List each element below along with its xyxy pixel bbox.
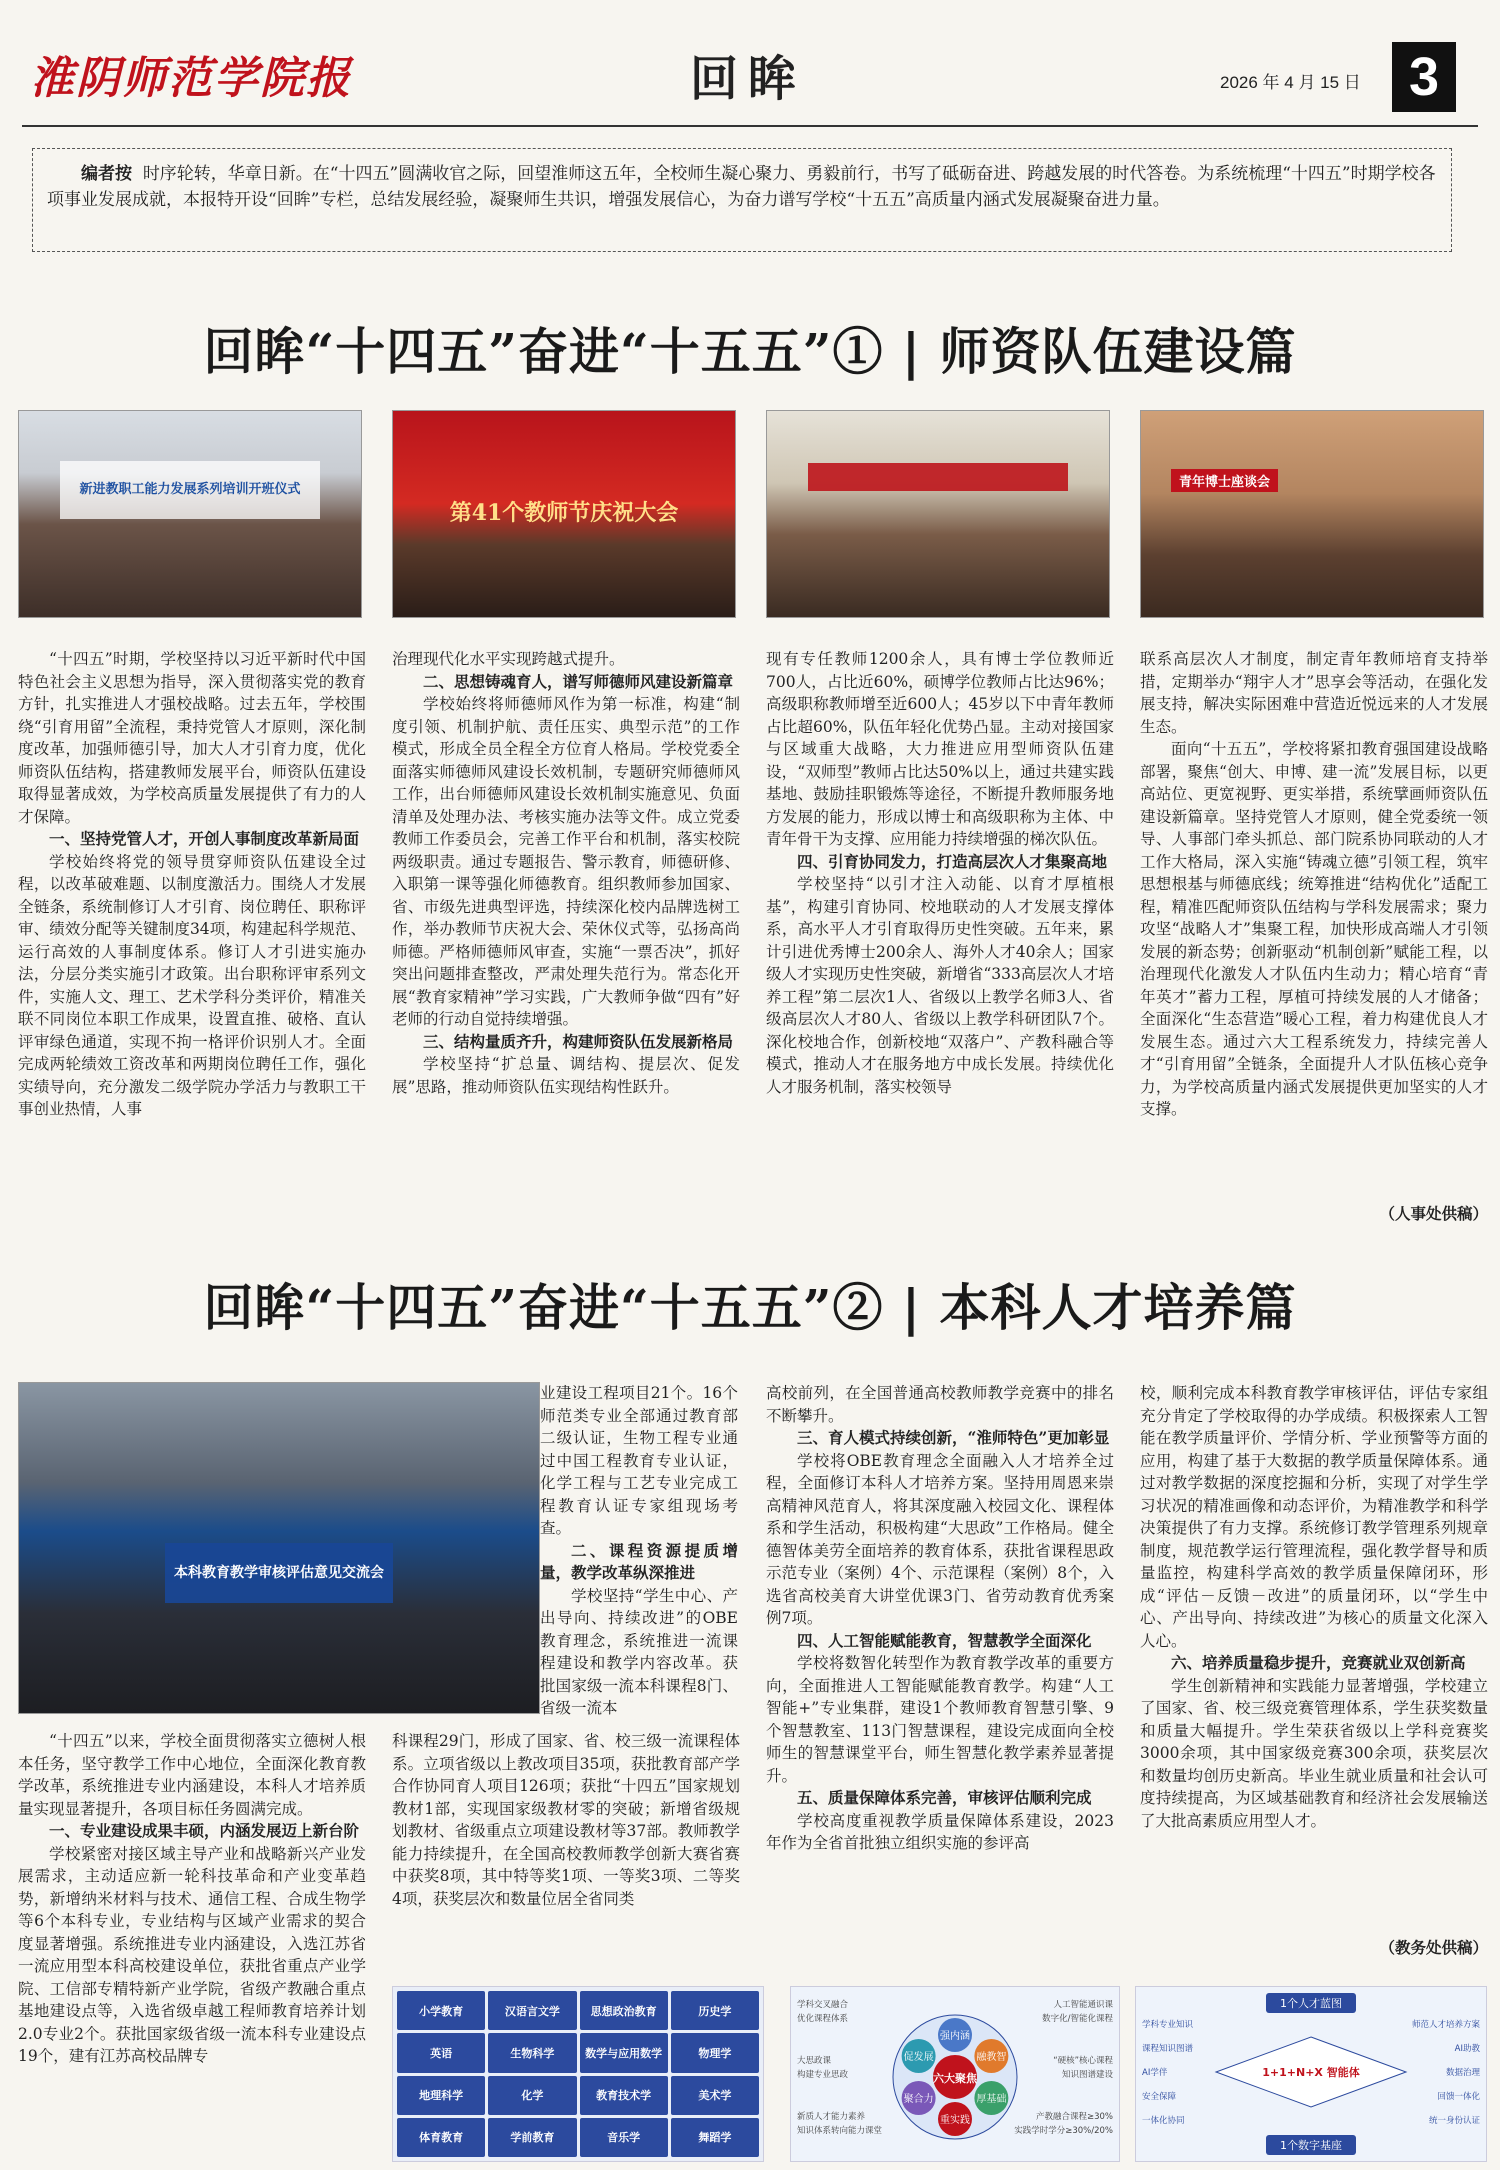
diagram1-label: 知识体系转向能力课堂 [797,2126,883,2136]
section-title: 回眸 [690,51,807,107]
paragraph: “十四五”以来，学校全面贯彻落实立德树人根本任务，坚守教学工作中心地位，全面深化教育教学改革，系统推进专业内涵建设，本科人才培养质量实现显著提升，各项目标任务圆满完成。 [18,1732,366,1818]
photo-5-caption: 本科教育教学审核评估意见交流会 [165,1543,394,1603]
paragraph: 学校坚持“以引才注入动能、以育才厚植根基”，构建引育协同、校地联动的人才发展支撑体系，高水平人才引育取得历史性突破。五年来，累计引进优秀博士200余人、海外人才40余人；国家级人才实现历史性突破，新增省“333高层次人才培养工程”第二层次1人、省级以上教学名师3人、省级高层次人才80人、省级以上教学科研团队7个。深化校地合作，创新校地“双落户”、产教科融合等模式，推动人才在服务地方中成长发展。持续优化人才服务机制，落实校领导 [766,875,1114,1096]
paragraph: 联系高层次人才制度，制定青年教师培育支持举措，定期举办“翔宇人才”思享会等活动，在强化发展支持，解决实际困难中营造近悦远来的人才发展生态。 [1140,650,1488,736]
diagram2-label: 统一身份认证 [1428,2116,1480,2126]
photo-2-caption: 第41个教师节庆祝大会 [449,500,679,526]
paragraph: 学校将OBE教育理念全面融入人才培养全过程，全面修订本科人才培养方案。坚持用周恩来崇高精神风范育人，将其深度融入校园文化、课程体系和学生活动，积极构建“大思政”工作格局。健全德智体美劳全面培养的教育体系，获批省课程思政示范专业（案例）4个、示范课程（案例）8个，入选省高校美育大讲堂优课3门、省劳动教育优秀案例7项。 [766,1451,1114,1627]
diagram1-label: 新质人才能力素养 [797,2112,866,2122]
article1-headline: 回眸“十四五”奋进“十五五”① | 师资队伍建设篇 [203,322,1297,381]
subheading: 六、培养质量稳步提升，竞赛就业双创新高 [1171,1653,1466,1672]
six-focus-svg [791,1987,1119,2161]
major-tile: 教育技术学 [580,2076,668,2115]
article2-column-3 [766,1382,1114,1978]
paragraph: 学校紧密对接区域主导产业和战略新兴产业发展需求，主动适应新一轮科技革命和产业变革趋势，新增纳米材料与技术、通信工程、合成生物学等6个本科专业，专业结构与区域产业需求的契合度显著增强。系统推进专业内涵建设，入选江苏省一流应用型本科高校建设单位，获批省重点产业学院、工信部专精特新产业学院，省级产教融合重点基地建设点等，入选省级卓越工程师教育培养计划2.0专业2个。获批国家级省级一流本科专业建设点19个，建有江苏高校品牌专 [18,1844,366,2065]
diagram1-label: 知识图谱建设 [1061,2070,1113,2080]
six-focus-diagram [790,1986,1120,2162]
diagram2-label: 一体化协同 [1142,2116,1185,2126]
paragraph: 科课程29门，形成了国家、省、校三级一流课程体系。立项省级以上教改项目35项，获批教育部产学合作协同育人项目126项；获批“十四五”国家规划教材1部，实现国家级教材零的突破；新增省级规划教材、省级重点立项建设教材等37部。教师教学能力持续提升，在全国高校教师教学创新大赛省赛中获奖8项，其中特等奖1项、一等奖3项、二等奖4项，获奖层次和数量位居全省同类 [392,1732,740,1908]
diagram2-label: 数据治理 [1445,2068,1480,2078]
paragraph: “十四五”时期，学校坚持以习近平新时代中国特色社会主义思想为指导，深入贯彻落实党的教育方针，扎实推进人才强校战略。过去五年，学校围绕“引育用留”全流程，秉持党管人才原则，深化制度改革，加强师德引导，加大人才引育力度，优化师资队伍结构，搭建教师发展平台，师资队伍建设取得显著成效，为学校高质量发展提供了有力的人才保障。 [18,650,366,826]
article1-column-1 [18,648,366,1220]
article1-photo-1 [18,410,362,618]
majors-grid [392,1986,764,2162]
diagram2-label: 师范人才培养方案 [1411,2020,1480,2030]
subheading: 三、结构量质齐升，构建师资队伍发展新格局 [423,1031,734,1051]
diagram2-center: 1+1+N+X 智能体 [1262,2066,1360,2079]
major-tile: 物理学 [671,2033,759,2072]
major-tile: 美术学 [671,2076,759,2115]
major-tile: 思想政治教育 [580,1991,668,2030]
paragraph: 面向“十五五”，学校将紧扣教育强国建设战略部署，聚焦“创大、申博、建一流”发展目标，以更高站位、更宽视野、更实举措，系统擘画师资队伍建设新篇章。坚持党管人才原则，健全党委统一领导、人事部门牵头抓总、部门院系协同联动的人才工作大格局，深入实施“铸魂立德”引领工程，筑牢思想根基与师德底线；统筹推进“结构优化”适配工程，精准匹配师资队伍结构与学科发展需求；聚力攻坚“战略人才”集聚工程，加快形成高端人才引领发展的新态势；创新驱动“机制创新”赋能工程，以治理现代化激发人才队伍内生动力；精心培育“青年英才”蓄力工程，厚植可持续发展的人才储备；全面深化“生态营造”暖心工程，着力构建优良人才发展生态。通过六大工程系统发力，持续完善人才“引育用留”全链条，全面提升人才队伍核心竞争力，为学校高质量内涵式发展提供更加坚实的人才支撑。 [1140,740,1488,1118]
diagram1-label: 产教融合课程≥30% [1035,2112,1113,2122]
subheading: 四、引育协同发力，打造高层次人才集聚高地 [797,851,1108,871]
subheading: 三、育人模式持续创新，“淮师特色”更加彰显 [797,1428,1110,1447]
diagram2-label: 回馈一体化 [1437,2092,1480,2102]
issue-date: 2026 年 4 月 15 日 [1220,73,1361,92]
focus-node-label: 厚基础 [976,2094,1007,2105]
paragraph: 高校前列，在全国普通高校教师教学竞赛中的排名不断攀升。 [766,1384,1114,1425]
major-tile: 学前教育 [488,2118,576,2157]
diagram1-label: 学科交叉融合 [797,2000,849,2010]
article2-column-2-top [540,1382,738,1722]
major-tile: 生物科学 [488,2033,576,2072]
major-tile: 地理科学 [397,2076,485,2115]
diagram1-label: 人工智能通识课 [1053,2000,1113,2010]
article1-photo-2 [392,410,736,618]
subheading: 二、课程资源提质增量，教学改革纵深推进 [540,1540,738,1582]
article2-column-2-bottom [392,1730,740,1980]
article1-photo-4 [1140,410,1484,618]
subheading: 四、人工智能赋能教育，智慧教学全面深化 [797,1630,1092,1650]
major-tile: 舞蹈学 [671,2118,759,2157]
diagram2-label: 课程知识图谱 [1142,2044,1194,2054]
diagram1-label: 构建专业思政 [797,2070,849,2080]
focus-node-label: 强内涵 [940,2031,970,2042]
focus-node-label: 聚合力 [903,2094,934,2105]
article2-signature: （教务处供稿） [1379,1940,1488,1957]
smart-platform-diagram [1135,1986,1487,2162]
subheading: 一、专业建设成果丰硕，内涵发展迈上新台阶 [49,1821,360,1840]
paragraph: 学生创新精神和实践能力显著增强，学校建立了国家、省、校三级竞赛管理体系，学生获奖数量和质量大幅提升。学生荣获省级以上学科竞赛奖3000余项，其中国家级竞赛300余项，获奖层次和数量均创历史新高。毕业生就业质量和社会认可度持续提高，为区域基础教育和经济社会发展输送了大批高素质应用型人才。 [1140,1676,1488,1830]
diagram1-label: 实践学时学分≥30%/20% [1014,2126,1113,2136]
paragraph: 学校高度重视教学质量保障体系建设，2023年作为全省首批独立组织实施的参评高 [766,1811,1114,1852]
diagram2-label: AI助教 [1454,2044,1480,2054]
article1-photo-3 [766,410,1110,618]
major-tile: 小学教育 [397,1991,485,2030]
subheading: 一、坚持党管人才，开创人事制度改革新局面 [49,829,360,848]
diagram2-label: AI学伴 [1142,2068,1168,2078]
article2-headline: 回眸“十四五”奋进“十五五”② | 本科人才培养篇 [203,1278,1297,1337]
smart-platform-svg [1136,1987,1486,2161]
paragraph: 学校将数智化转型作为教育教学改革的重要方向，全面推进人工智能赋能教育教学。构建“人工智能+”专业集群，建设1个教师教育智慧引擎、9个智慧教室、113门智慧课程，建设完成面向全校师生的智慧课堂平台，师生智慧化教学素养显著提升。 [766,1654,1114,1785]
article2-photo [18,1382,540,1714]
subheading: 二、思想铸魂育人，谱写师德师风建设新篇章 [423,671,734,691]
paragraph: 学校坚持“扩总量、调结构、提层次、促发展”思路，推动师资队伍实现结构性跃升。 [392,1055,740,1096]
focus-node-label: 促发展 [903,2052,934,2063]
page-number: 3 [1392,42,1456,112]
editor-note [32,148,1452,252]
article2-column-4 [1140,1382,1488,1928]
major-tile: 汉语言文学 [488,1991,576,2030]
subheading: 五、质量保障体系完善，审核评估顺利完成 [797,1788,1092,1807]
article1-signature: （人事处供稿） [1379,1206,1488,1223]
diagram1-label: “硬核”核心课程 [1053,2056,1113,2066]
article1-column-2 [392,648,740,1220]
focus-node-label: 融教智 [976,2052,1007,2063]
paragraph: 业建设工程项目21个。16个师范类专业全部通过教育部二级认证，生物工程专业通过中国工程教育专业认证，化学工程与工艺专业完成工程教育认证专家组现场考查。 [540,1384,738,1537]
diagram1-label: 优化课程体系 [797,2014,849,2024]
diagram1-label: 大思政课 [797,2056,832,2066]
diagram2-label: 学科专业知识 [1142,2020,1194,2030]
major-tile: 音乐学 [580,2118,668,2157]
diagram2-bottom: 1个数字基座 [1280,2139,1342,2152]
major-tile: 化学 [488,2076,576,2115]
article1-column-3 [766,648,1114,1220]
paragraph: 学校始终将师德师风作为第一标准，构建“制度引领、机制护航、责任压实、典型示范”的工作模式，形成全员全程全方位育人格局。学校党委全面落实师德师风建设长效机制，专题研究师德师风工作，出台师德师风建设长效机制实施意见、负面清单及处理办法、考核实施办法等文件。成立党委教师工作委员会，完善工作平台和机制，落实校院两级职责。通过专题报告、警示教育，师德研修、入职第一课等强化师德教育。组织教师参加国家、省、市级先进典型评选，持续深化校内品牌选树工作，举办教师节庆祝大会、荣休仪式等，弘扬高尚师德。严格师德师风审查，实施“一票否决”，抓好突出问题排查整改，严肃处理失范行为。常态化开展“教育家精神”学习实践，广大教师争做“四有”好老师的行动自觉持续增强。 [392,695,740,1028]
major-tile: 体育教育 [397,2118,485,2157]
major-tile: 数学与应用数学 [580,2033,668,2072]
paragraph: 治理现代化水平实现跨越式提升。 [392,650,625,668]
diagram2-top: 1个人才蓝图 [1280,1997,1342,2010]
paragraph: 校，顺利完成本科教育教学审核评估，评估专家组充分肯定了学校取得的办学成绩。积极探索人工智能在教学质量评价、学情分析、学业预警等方面的应用，构建了基于大数据的教学质量保障体系。通过对教学数据的深度挖掘和分析，实现了对学生学习状况的精准画像和动态评价，为精准教学和科学决策提供了有力支撑。系统修订教学管理系列规章制度，规范教学运行管理流程，强化教学督导和质量监控，构建科学高效的教学质量保障闭环，形成“评估－反馈－改进”的质量闭环，以“学生中心、产出导向、持续改进”为核心的质量文化深入人心。 [1140,1384,1488,1650]
diagram1-label: 数字化/智能化课程 [1042,2014,1113,2024]
focus-node-label: 重实践 [940,2115,970,2126]
paragraph: 学校坚持“学生中心、产出导向、持续改进”的OBE教育理念，系统推进一流课程建设和教学内容改革。获批国家级一流本科课程8门、省级一流本 [540,1586,738,1717]
paragraph: 学校始终将党的领导贯穿师资队伍建设全过程，以改革破难题、以制度激活力。围绕人才发展全链条，系统制修订人才引育、岗位聘任、职称评审、绩效分配等关键制度34项，构建起科学规范、运行高效的人事制度体系。修订人才引进实施办法，分层分类实施引才政策。出台职称评审系列文件，实施人文、理工、艺术学科分类评价，精准关联不同岗位本职工作成果，设置直推、破格、直认评审绿色通道，实现不拘一格评价识别人才。全面完成两轮绩效工资改革和两期岗位聘任工作，强化实绩导向，充分激发二级学院办学活力与教职工干事创业热情，人事 [18,852,366,1118]
newspaper-logo: 淮阴师范学院报 [30,53,352,104]
photo-3-banner [808,463,1068,491]
article2-column-1 [18,1730,366,2162]
editor-note-text: 时序轮转，华章日新。在“十四五”圆满收官之际，回望淮师这五年，全校师生凝心聚力、勇毅前行，书写了砥砺奋进、跨越发展的时代答卷。为系统梳理“十四五”时期学校各项事业发展成就，本报特开设“回眸”专栏，总结发展经验，凝聚师生共识，增强发展信心，为奋力谱写学校“十五五”高质量内涵式发展凝聚奋进力量。 [47,164,1436,210]
article1-column-4 [1140,648,1488,1196]
photo-4-caption: 青年博士座谈会 [1171,469,1278,492]
paragraph: 现有专任教师1200余人，具有博士学位教师近700人，占比近60%，硕博学位教师占比达96%；高级职称教师增至近600人；45岁以下中青年教师占比超60%，队伍年轻化优势凸显。主动对接国家与区域重大战略，大力推进应用型师资队伍建设，“双师型”教师占比达50%以上，通过共建实践基地、鼓励挂职锻炼等途径，不断提升教师服务地方发展的能力，形成以博士和高级职称为主体、中青年骨干为支撑、应用能力持续增强的梯次队伍。 [766,650,1114,848]
diagram1-center: 六大聚焦 [933,2072,977,2085]
major-tile: 英语 [397,2033,485,2072]
photo-1-caption: 新进教职工能力发展系列培训开班仪式 [60,461,320,519]
major-tile: 历史学 [671,1991,759,2030]
masthead-rule [22,125,1478,127]
editor-note-label: 编者按 [81,164,132,184]
diagram2-label: 安全保障 [1142,2092,1177,2102]
